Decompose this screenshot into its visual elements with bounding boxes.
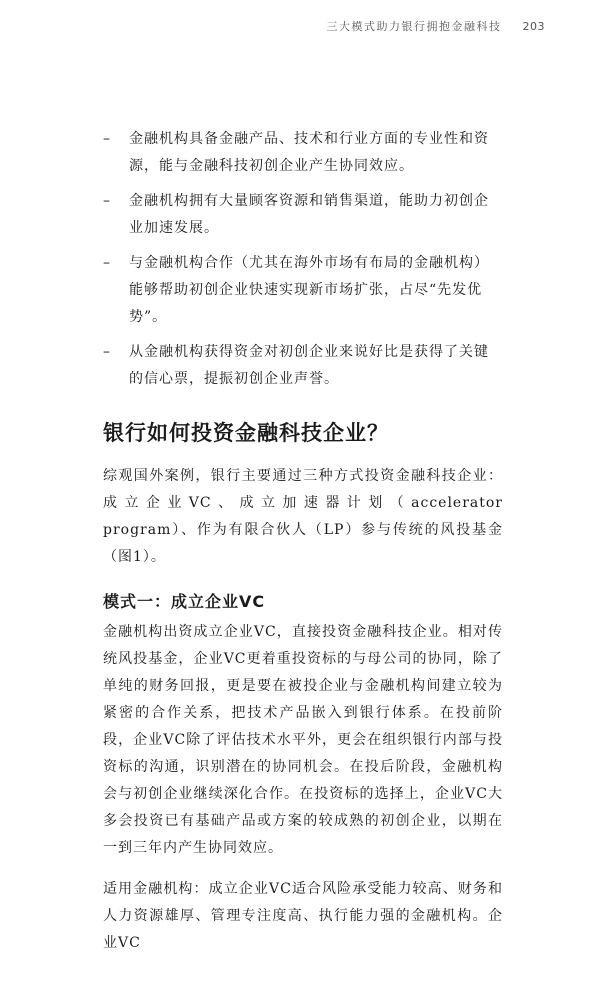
bullet-text: 从金融机构获得资金对初创企业来说好比是获得了关键的信心票，提振初创企业声誉。 — [129, 344, 489, 387]
bullet-dash: – — [103, 131, 111, 147]
bullet-item — [103, 250, 503, 331]
bullet-text: 金融机构具备金融产品、技术和行业方面的专业性和资源，能与金融科技初创企业产生协同效应。 — [129, 131, 489, 174]
running-header — [327, 18, 546, 34]
running-title: 三大模式助力银行拥抱金融科技 — [326, 20, 502, 33]
bullet-list — [103, 126, 503, 393]
intro-paragraph: 综观国外案例，银行主要通过三种方式投资金融科技企业：成立企业VC、成立加速器计划（accelerator program）、作为有限合伙人（LP）参与传统的风投基金（图1）。 — [103, 468, 503, 565]
mode1-body-paragraph: 金融机构出资成立企业VC，直接投资金融科技企业。相对传统风投基金，企业VC更着重投资标的与母公司的协同，除了单纯的财务回报，更是要在被投企业与金融机构间建立较为紧密的合作关系，把技术产品嵌入到银行体系。在投前阶段，企业VC除了评估技术水平外，更会在组织银行内部与投资标的沟通，识别潜在的协同机会。在投后阶段，金融机构会与初创企业继续深化合作。在投资标的选择上，企业VC大多会投资已有基础产品或方案的较成熟的初创企业，以期在一到三年内产生协同效应。 — [103, 624, 503, 856]
bullet-text: 金融机构拥有大量顾客资源和销售渠道，能助力初创企业加速发展。 — [129, 193, 489, 236]
bullet-dash: – — [103, 344, 111, 360]
page-content — [103, 126, 503, 971]
mode1-heading: 模式一：成立企业VC — [103, 592, 266, 611]
bullet-text: 与金融机构合作（尤其在海外市场有布局的金融机构）能够帮助初创企业快速实现新市场扩张，占尽“先发优势”。 — [129, 255, 489, 325]
bullet-dash: – — [103, 255, 111, 271]
bullet-dash: – — [103, 193, 111, 209]
mode1-applicable-paragraph: 适用金融机构：成立企业VC适合风险承受能力较高、财务和人力资源雄厚、管理专注度高、执行能力强的金融机构。企业VC — [103, 881, 503, 951]
bullet-item — [103, 126, 503, 180]
section-heading: 银行如何投资金融科技企业？ — [103, 421, 389, 445]
bullet-item — [103, 339, 503, 393]
bullet-item — [103, 188, 503, 242]
page-number: 203 — [522, 20, 545, 33]
